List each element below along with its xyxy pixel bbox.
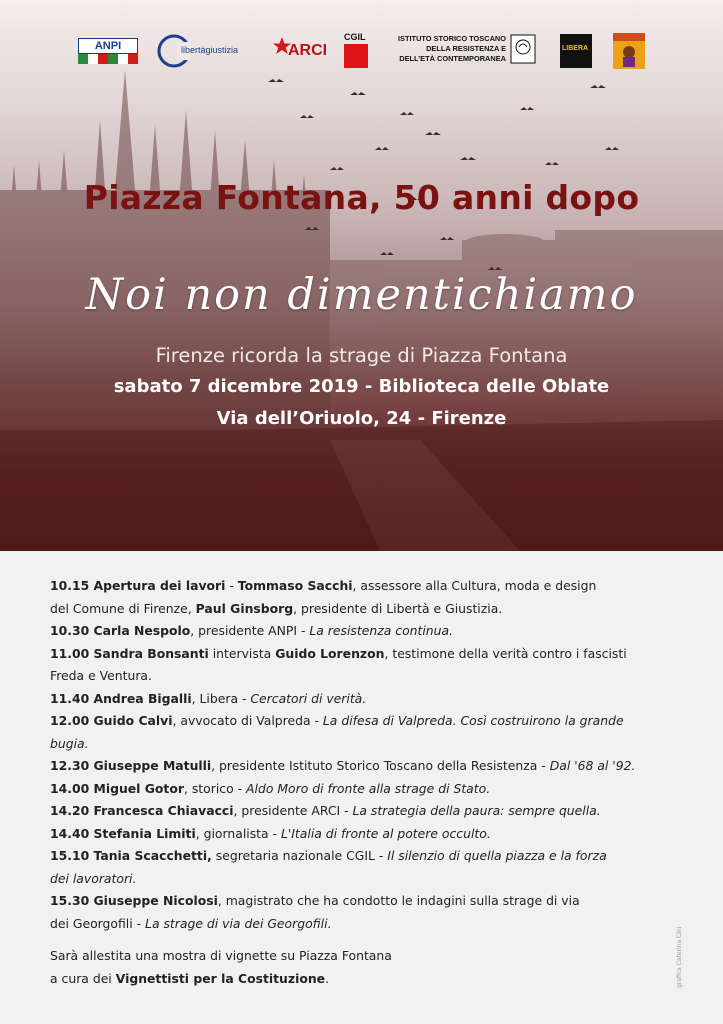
- program-text: , presidente Istituto Storico Toscano della Resistenza -: [211, 758, 550, 773]
- program-talk-title: La resistenza continua.: [309, 623, 454, 638]
- program-line: [50, 823, 690, 846]
- program-line: [50, 643, 690, 666]
- program-line: [50, 755, 690, 778]
- program-talk-title: Cercatori di verità.: [250, 690, 367, 706]
- event-subtitle: Firenze ricorda la strage di Piazza Fontana: [155, 344, 568, 367]
- program-text: del Comune di Firenze,: [50, 600, 196, 616]
- program-speaker: 10.15 Apertura dei lavori: [50, 578, 226, 593]
- program-speaker: 11.00 Sandra Bonsanti: [50, 645, 209, 661]
- program-talk-title: bugia.: [50, 735, 89, 751]
- exhibition-note-line-2: [50, 968, 392, 991]
- cgil-logo: [344, 32, 370, 70]
- event-slogan: Noi non dimentichiamo: [85, 270, 638, 320]
- program-text: , magistrato che ha condotto le indagini sulla strage di via: [217, 893, 580, 908]
- libera-logo: [560, 34, 592, 68]
- vignettisti-logo: [613, 33, 645, 69]
- istituto-line-2: DELLA RESISTENZA E: [426, 44, 506, 53]
- istituto-emblem-icon: [510, 34, 536, 64]
- program-speaker: 15.30 Giuseppe Nicolosi: [50, 893, 218, 908]
- program-line: [50, 890, 690, 913]
- program-line: [50, 620, 690, 643]
- program-line: [50, 845, 690, 868]
- program-talk-title: La difesa di Valpreda. Così costruirono la grande: [322, 713, 624, 728]
- program-text: -: [225, 578, 238, 593]
- program-line: [50, 710, 690, 733]
- program-speaker: 14.40 Stefania Limiti: [50, 825, 196, 841]
- program-talk-title: La strage di via dei Georgofili.: [145, 915, 332, 931]
- event-date-location: sabato 7 dicembre 2019 - Biblioteca delle Oblate: [113, 376, 610, 397]
- program-speaker: 10.30 Carla Nespolo: [50, 623, 191, 638]
- exhibition-note-line-1: Sarà allestita una mostra di vignette su Piazza Fontana: [50, 948, 392, 963]
- program-talk-title: L'Italia di fronte al potere occulto.: [280, 825, 491, 841]
- graphic-credit: grafica Caterina Cini: [676, 926, 683, 988]
- exhibition-prefix: a cura dei: [50, 970, 116, 986]
- program-speaker: 14.00 Miguel Gotor: [50, 780, 184, 796]
- logo-bar: [0, 28, 723, 76]
- program-line: [50, 778, 690, 801]
- liberta-giustizia-logo: [157, 34, 257, 70]
- program-text: , giornalista -: [195, 825, 281, 841]
- program-text: , assessore alla Cultura, moda e design: [352, 578, 597, 593]
- istituto-line-1: ISTITUTO STORICO TOSCANO: [398, 34, 506, 43]
- anpi-logo: [78, 38, 138, 64]
- program-speaker: 12.30 Giuseppe Matulli: [50, 758, 212, 773]
- program-text: , avvocato di Valpreda -: [172, 713, 323, 728]
- program-text: Freda e Ventura.: [50, 668, 152, 683]
- program-line: [50, 598, 690, 621]
- program-text: intervista: [208, 645, 276, 661]
- program-line: [50, 688, 690, 711]
- istituto-line-3: DELL’ETÀ CONTEMPORANEA: [399, 54, 506, 63]
- cgil-text: CGIL: [344, 32, 366, 42]
- program-speaker: Tommaso Sacchi: [237, 578, 353, 593]
- exhibition-curators: Vignettisti per la Costituzione: [115, 970, 326, 986]
- liberta-giustizia-text: libertàgiustizia: [181, 45, 239, 55]
- libera-text: LIBERA: [562, 45, 589, 52]
- program-speaker: 15.10 Tania Scacchetti,: [50, 848, 212, 863]
- program-text: , testimone della verità contro i fascisti: [384, 645, 627, 661]
- anpi-logo-text: ANPI: [78, 38, 138, 54]
- program-line: [50, 575, 690, 598]
- arci-text: ARCI: [288, 42, 328, 59]
- program-talk-title: La strategia della paura: sempre quella.: [352, 803, 601, 818]
- program-text: , presidente ARCI -: [233, 803, 353, 818]
- program-line: [50, 868, 690, 891]
- program-line: [50, 665, 690, 688]
- program-line: [50, 733, 690, 756]
- program-talk-title: dei lavoratori.: [50, 870, 137, 886]
- program-talk-title: Il silenzio di quella piazza e la forza: [387, 848, 607, 863]
- exhibition-suffix: .: [325, 970, 330, 986]
- program-text: , presidente di Libertà e Giustizia.: [293, 600, 503, 616]
- program-text: dei Georgofili -: [50, 915, 146, 931]
- program-speaker: 12.00 Guido Calvi: [50, 713, 173, 728]
- program-schedule: [50, 575, 690, 935]
- program-text: segretaria nazionale CGIL -: [211, 848, 388, 863]
- exhibition-note: [50, 945, 392, 990]
- program-text: , presidente ANPI -: [190, 623, 310, 638]
- program-speaker: 11.40 Andrea Bigalli: [50, 690, 192, 706]
- program-speaker: 14.20 Francesca Chiavacci: [50, 803, 234, 818]
- program-line: [50, 913, 690, 936]
- arci-logo: [272, 34, 328, 68]
- event-address: Via dell’Oriuolo, 24 - Firenze: [216, 408, 507, 429]
- cartoon-figure-icon: [613, 33, 645, 69]
- program-text: , storico -: [183, 780, 247, 796]
- event-title: Piazza Fontana, 50 anni dopo: [83, 178, 640, 217]
- program-talk-title: Dal '68 al '92.: [549, 758, 636, 773]
- program-line: [50, 800, 690, 823]
- istituto-storico-logo: [392, 34, 540, 70]
- program-speaker: Paul Ginsborg: [195, 600, 294, 616]
- program-speaker: Guido Lorenzon: [275, 645, 385, 661]
- program-text: , Libera -: [191, 690, 251, 706]
- program-talk-title: Aldo Moro di fronte alla strage di Stato.: [246, 780, 491, 796]
